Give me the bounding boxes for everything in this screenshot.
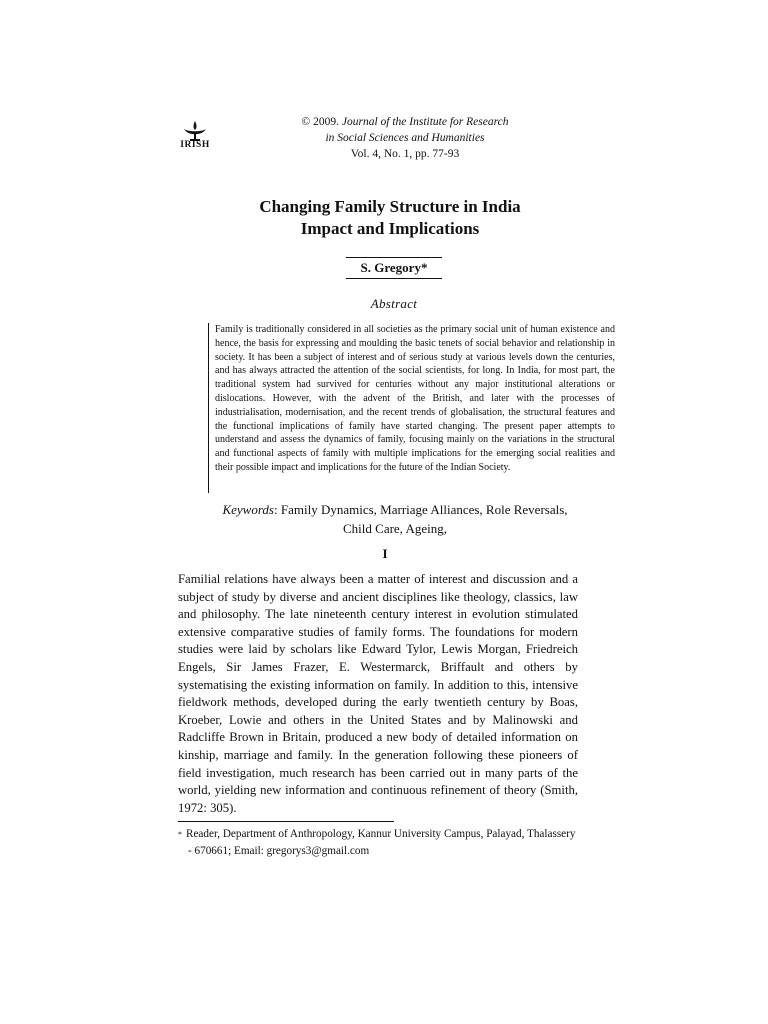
author-block bbox=[346, 257, 442, 279]
title-line-1: Changing Family Structure in India bbox=[259, 197, 521, 216]
keywords-list-2: Child Care, Ageing, bbox=[343, 521, 447, 536]
copyright: © 2009. bbox=[301, 116, 339, 128]
keywords-block bbox=[200, 500, 590, 538]
author-name: S. Gregory* bbox=[360, 260, 428, 275]
footnote bbox=[178, 826, 618, 860]
abstract-text: Family is traditionally considered in all societies as the primary social unit of human existence and hence, the basis for expressing and moulding the basic tenets of social behavior and relationship in society. It has been a subject of interest and of serious study at various levels down the centuries, and has always attracted the attention of the social scientists, for long. In India, for most part, the traditional system had survived for centuries without any major institutional alterations or dislocations. However, with the advent of the British, and later with the processes of industrialisation, modernisation, and the recent trends of globalisation, the structural features and the functional implications of family have started changing. The present paper attempts to understand and assess the dynamics of family, focusing mainly on the variations in the structural and functional aspects of family with multiple implications for the emerging social realities and their possible impact and implications for the future of the Indian Society. bbox=[208, 323, 615, 493]
abstract-heading: Abstract bbox=[370, 296, 418, 311]
lamp-icon bbox=[182, 120, 208, 142]
citation-line-1 bbox=[250, 114, 560, 130]
keywords-label: Keywords bbox=[222, 502, 274, 517]
volume-info: Vol. 4, No. 1, pp. 77-93 bbox=[350, 148, 460, 160]
footnote-text-2: - 670661; Email: gregorys3@gmail.com bbox=[188, 845, 370, 857]
footnote-line-1 bbox=[178, 826, 618, 843]
footnote-marker: * bbox=[178, 830, 182, 839]
citation-block bbox=[250, 114, 560, 162]
author-bottom-rule bbox=[346, 278, 442, 279]
body-paragraph: Familial relations have always been a matter of interest and discussion and a subject of study by diverse and ancient disciplines like theology, classics, law and philosophy. The late nineteenth century interest in evolution stimulated extensive comparative studies of family forms. The foundations for modern studies were laid by scholars like Edward Tylor, Lewis Morgan, Friedreich Engels, Sir James Frazer, E. Westermarck, Briffault and others by systematising the existing information on family. In addition to this, intensive fieldwork methods, developed during the early twentieth century by Boas, Kroeber, Lowie and others in the United States and by Malinowski and Radcliffe Brown in Britain, produced a new body of detailed information on kinship, marriage and family. In the generation following these pioneers of field investigation, much research has been carried out in many parts of the world, yielding new information and continuous refinement of theory (Smith, 1972: 305). bbox=[178, 572, 578, 815]
title-line-2: Impact and Implications bbox=[300, 219, 480, 238]
keywords-list-1: Family Dynamics, Marriage Alliances, Role Reversals, bbox=[280, 502, 568, 517]
section-number: I bbox=[382, 546, 388, 561]
logo-text: IRISH bbox=[180, 140, 210, 150]
keywords-line-1: Keywords: Family Dynamics, Marriage Alliances, Role Reversals, bbox=[222, 502, 568, 517]
paper-title bbox=[150, 196, 630, 240]
journal-logo bbox=[177, 120, 213, 150]
footnote-divider bbox=[178, 821, 394, 822]
journal-name-line-2: in Social Sciences and Humanities bbox=[325, 132, 485, 144]
footnote-text-1: Reader, Department of Anthropology, Kannur University Campus, Palayad, Thalassery bbox=[186, 828, 576, 840]
journal-name-line-1: Journal of the Institute for Research bbox=[341, 116, 509, 128]
